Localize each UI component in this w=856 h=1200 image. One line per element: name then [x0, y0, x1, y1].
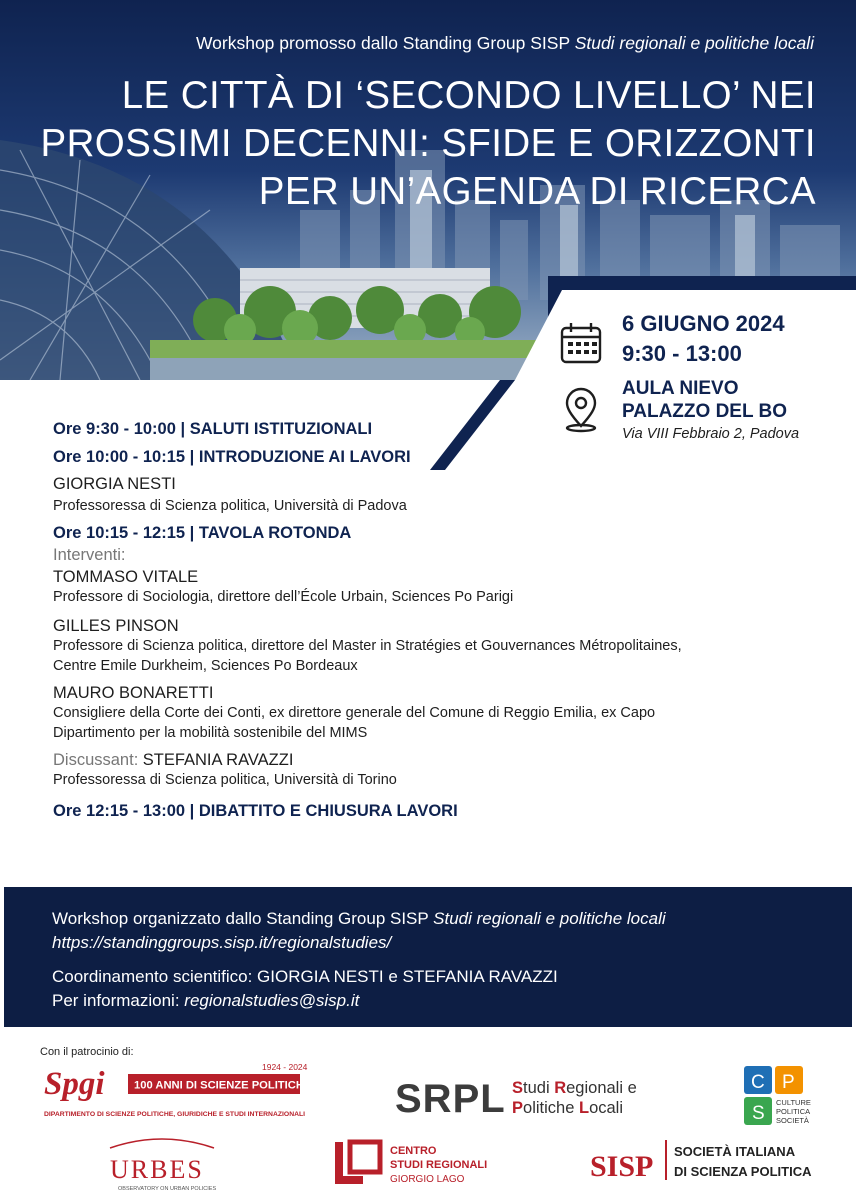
srpl-mark: SRPL [395, 1077, 506, 1121]
speaker-role: Professore di Sociologia, direttore dell’École Urbain, Sciences Po Parigi [53, 589, 514, 605]
event-venue: AULA NIEVO [622, 378, 739, 399]
interventi-label: Interventi: [53, 546, 126, 564]
srpl-logo [395, 1077, 637, 1121]
discussant-label: Discussant: [53, 751, 139, 769]
cps-text: SOCIETÀ [776, 1116, 809, 1125]
spgi-years: 1924 - 2024 [262, 1062, 308, 1072]
speaker-role: Centre Emile Durkheim, Sciences Po Bordeaux [53, 658, 358, 674]
title-line: PER UN’AGENDA DI RICERCA [258, 170, 816, 213]
speaker-role: Consigliere della Corte dei Conti, ex direttore generale del Comune di Reggio Emilia, ex Capo [53, 705, 656, 721]
program-slot: Ore 10:00 - 10:15 | INTRODUZIONE AI LAVORI [53, 448, 411, 466]
program-slot: Ore 9:30 - 10:00 | SALUTI ISTITUZIONALI [53, 420, 373, 438]
sisp-logo [590, 1140, 812, 1183]
spgi-banner: 100 ANNI DI SCIENZE POLITICHE [134, 1079, 312, 1092]
program-slot: Ore 12:15 - 13:00 | DIBATTITO E CHIUSURA LAVORI [53, 802, 458, 820]
coordination-line: Coordinamento scientifico: GIORGIA NESTI e STEFANIA RAVAZZI [52, 967, 558, 986]
spgi-mark: Spgi [44, 1066, 105, 1102]
speaker-name: GILLES PINSON [53, 617, 179, 635]
sponsor-logos [0, 1030, 856, 1200]
csr-text: STUDI REGIONALI [390, 1159, 488, 1171]
sisp-mark: SISP [590, 1150, 654, 1183]
title-line: LE CITTÀ DI ‘SECONDO LIVELLO’ NEI [121, 74, 816, 117]
spgi-logo [44, 1062, 312, 1118]
contact-email[interactable]: regionalstudies@sisp.it [184, 991, 360, 1010]
speaker-role: Professore di Scienza politica, direttore del Master in Stratégies et Gouvernances Métropolitaines, [53, 638, 682, 654]
event-title [26, 72, 816, 216]
sisp-text: SOCIETÀ ITALIANA [674, 1144, 796, 1159]
event-address: Via VIII Febbraio 2, Padova [622, 426, 800, 442]
patronage-label: Con il patrocinio di: [40, 1046, 134, 1058]
program-slot: Ore 10:15 - 12:15 | TAVOLA ROTONDA [53, 524, 352, 542]
speaker-name: MAURO BONARETTI [53, 684, 214, 702]
event-building: PALAZZO DEL BO [622, 401, 788, 422]
organizer-line: Workshop organizzato dallo Standing Group SISP Studi regionali e politiche locali [52, 909, 666, 928]
contact-line: Per informazioni: regionalstudies@sisp.it [52, 991, 360, 1010]
srpl-line2: Politiche Locali [512, 1099, 623, 1117]
event-time: 9:30 - 13:00 [622, 341, 742, 366]
website-link[interactable]: https://standinggroups.sisp.it/regionalstudies/ [52, 933, 392, 952]
speaker-role: Professoressa di Scienza politica, Università di Padova [53, 498, 407, 514]
csr-text: GIORGIO LAGO [390, 1174, 465, 1185]
csr-logo [335, 1142, 487, 1185]
title-line: PROSSIMI DECENNI: SFIDE E ORIZZONTI [40, 122, 816, 165]
csr-text: CENTRO [390, 1145, 437, 1157]
speaker-name: GIORGIA NESTI [53, 475, 176, 493]
spgi-department: DIPARTIMENTO DI SCIENZE POLITICHE, GIURIDICHE E STUDI INTERNAZIONALI [44, 1111, 306, 1118]
cps-logo [744, 1066, 811, 1125]
speaker-role: Professoressa di Scienza politica, Università di Torino [53, 772, 397, 788]
speaker-name: STEFANIA RAVAZZI [142, 751, 294, 769]
logo-strip [0, 1030, 856, 1200]
cps-text: POLITICA [776, 1107, 811, 1116]
urbes-logo [110, 1139, 216, 1192]
urbes-mark: URBES [110, 1155, 204, 1184]
cps-letter: S [752, 1103, 765, 1124]
urbes-subtitle: OBSERVATORY ON URBAN POLICIES [118, 1186, 217, 1192]
hero-subtitle: Workshop promosso dallo Standing Group SISP Studi regionali e politiche locali [195, 33, 814, 53]
srpl-line1: Studi Regionali e [512, 1079, 637, 1097]
hero-banner [0, 0, 856, 380]
event-date: 6 GIUGNO 2024 [622, 311, 785, 336]
organizer-info [4, 887, 852, 1027]
sisp-text: DI SCIENZA POLITICA [674, 1164, 812, 1179]
program [53, 418, 813, 821]
speaker-name: TOMMASO VITALE [53, 568, 199, 586]
speaker-role: Dipartimento per la mobilità sostenibile del MIMS [53, 725, 368, 741]
cps-text: CULTURE [776, 1098, 811, 1107]
cps-letter: P [782, 1072, 795, 1093]
cps-letter: C [751, 1072, 765, 1093]
discussant [53, 751, 813, 770]
